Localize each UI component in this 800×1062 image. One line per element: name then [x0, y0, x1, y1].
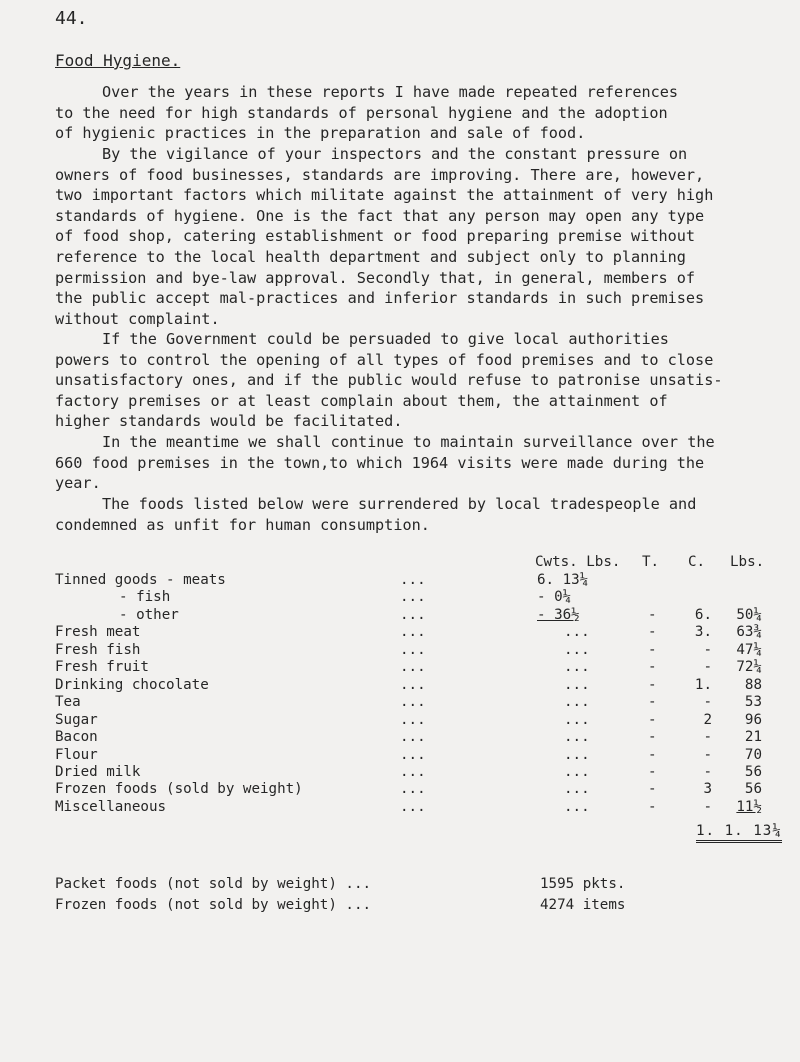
- text-line: of food shop, catering establishment or food preparing premise without: [55, 227, 696, 246]
- text-line: factory premises or at least complain about them, the attainment of: [55, 391, 668, 410]
- row-t: -: [648, 746, 657, 763]
- row-c: -: [703, 641, 712, 658]
- row-label: Fresh meat: [55, 624, 141, 641]
- row-lbs: 53: [744, 694, 762, 711]
- text-line: If the Government could be persuaded to give local authorities: [102, 330, 669, 348]
- row-t: -: [648, 694, 657, 711]
- text-line: to the need for high standards of personal hygiene and the adoption: [55, 103, 668, 122]
- paragraph-2: [55, 144, 775, 329]
- paragraph-5: [55, 494, 775, 535]
- row-c: 2: [703, 711, 712, 728]
- row-cwts-lbs: 6. 13¼: [537, 572, 589, 588]
- row-t: -: [648, 763, 657, 780]
- row-t: -: [648, 624, 657, 641]
- text-line: powers to control the opening of all types of food premises and to close: [55, 350, 714, 369]
- row-leader-dots: ...: [400, 711, 426, 728]
- header-c: C.: [688, 554, 706, 570]
- row-leader-dots: ...: [400, 676, 426, 693]
- extra-value-packet: 1595 pkts.: [540, 876, 626, 892]
- header-lbs: Lbs.: [730, 554, 765, 570]
- text-line: two important factors which militate against the attainment of very high: [55, 186, 714, 205]
- total-value: 1. 1. 13¼: [696, 823, 782, 843]
- row-lbs: 50¼: [736, 606, 762, 623]
- row-t: -: [648, 659, 657, 676]
- row-label: - other: [119, 606, 179, 623]
- row-label: Sugar: [55, 711, 98, 728]
- row-label: Tea: [55, 694, 81, 711]
- row-cwts-lbs: ...: [564, 694, 590, 711]
- text-line: year.: [55, 474, 101, 493]
- text-line: 660 food premises in the town,to which 1964 visits were made during the: [55, 453, 705, 472]
- extra-label-frozen: Frozen foods (not sold by weight) ...: [55, 897, 372, 913]
- header-t: T.: [642, 554, 660, 570]
- row-label: Bacon: [55, 729, 98, 746]
- row-label: - fish: [119, 589, 171, 606]
- row-cwts-lbs: ...: [564, 781, 590, 798]
- extra-value-frozen: 4274 items: [540, 897, 626, 913]
- row-leader-dots: ...: [400, 641, 426, 658]
- text-line: of hygienic practices in the preparation and sale of food.: [55, 124, 586, 143]
- text-line: higher standards would be facilitated.: [55, 412, 403, 431]
- text-line: standards of hygiene. One is the fact that any person may open any type: [55, 206, 705, 225]
- paragraph-3: [55, 329, 775, 432]
- row-cwts-lbs: ...: [564, 676, 590, 693]
- row-c: -: [703, 729, 712, 746]
- row-t: -: [648, 676, 657, 693]
- table-total: [696, 823, 782, 839]
- row-cwts-lbs: ...: [564, 763, 590, 780]
- row-c: 3: [703, 781, 712, 798]
- row-leader-dots: ...: [400, 798, 426, 815]
- row-lbs: 56: [744, 763, 762, 780]
- extra-label-packet: Packet foods (not sold by weight) ...: [55, 876, 372, 892]
- row-c: 6.: [694, 606, 712, 623]
- row-leader-dots: ...: [400, 781, 426, 798]
- row-t: -: [648, 641, 657, 658]
- text-line: unsatisfactory ones, and if the public would refuse to patronise unsatis-: [55, 371, 723, 390]
- text-line: By the vigilance of your inspectors and the constant pressure on: [102, 145, 688, 163]
- row-label: Fresh fruit: [55, 659, 149, 676]
- paragraph-4: [55, 432, 775, 494]
- row-cwts-lbs: ...: [564, 641, 590, 658]
- row-leader-dots: ...: [400, 694, 426, 711]
- row-leader-dots: ...: [400, 763, 426, 780]
- header-cwts-lbs: Cwts. Lbs.: [535, 554, 621, 570]
- row-leader-dots: ...: [400, 746, 426, 763]
- text-line: permission and bye-law approval. Secondly that, in general, members of: [55, 268, 696, 287]
- text-line: owners of food businesses, standards are improving. There are, however,: [55, 165, 705, 184]
- row-t: -: [648, 781, 657, 798]
- text-line: Over the years in these reports I have made repeated references: [102, 83, 679, 101]
- row-lbs: 21: [744, 729, 762, 746]
- row-leader-dots: ...: [400, 659, 426, 676]
- page-number: 44.: [55, 8, 88, 29]
- row-lbs: 88: [744, 676, 762, 693]
- row-leader-dots: ...: [400, 606, 426, 623]
- row-cwts-lbs: ...: [564, 729, 590, 746]
- row-t: -: [648, 798, 657, 815]
- row-leader-dots: ...: [400, 624, 426, 641]
- row-t: -: [648, 711, 657, 728]
- row-label: Frozen foods (sold by weight): [55, 781, 303, 798]
- row-cwts-lbs: ...: [564, 711, 590, 728]
- row-label: Flour: [55, 746, 98, 763]
- row-c: 1.: [694, 676, 712, 693]
- row-c: -: [703, 746, 712, 763]
- text-line: reference to the local health department and subject only to planning: [55, 247, 686, 266]
- text-line: condemned as unfit for human consumption.: [55, 515, 430, 534]
- row-lbs: 47¼: [736, 641, 762, 658]
- row-t: -: [648, 606, 657, 623]
- paragraph-1: [55, 82, 775, 144]
- row-lbs: 96: [744, 711, 762, 728]
- row-t: -: [648, 729, 657, 746]
- text-line: The foods listed below were surrendered by local tradespeople and: [102, 495, 697, 513]
- row-lbs: 11½: [736, 798, 762, 815]
- row-label: Tinned goods - meats: [55, 572, 226, 588]
- row-c: -: [703, 659, 712, 676]
- text-line: without complaint.: [55, 309, 220, 328]
- row-cwts-lbs: - 36½: [537, 606, 580, 623]
- row-lbs: 72¼: [736, 659, 762, 676]
- row-leader-dots: ...: [400, 589, 426, 606]
- text-line: In the meantime we shall continue to maintain surveillance over the: [102, 433, 715, 451]
- text-line: the public accept mal-practices and inferior standards in such premises: [55, 289, 705, 308]
- row-lbs: 56: [744, 781, 762, 798]
- row-cwts-lbs: ...: [564, 659, 590, 676]
- row-label: Fresh fish: [55, 641, 141, 658]
- row-label: Drinking chocolate: [55, 676, 209, 693]
- row-c: -: [703, 798, 712, 815]
- row-label: Miscellaneous: [55, 798, 167, 815]
- row-label: Dried milk: [55, 763, 141, 780]
- row-cwts-lbs: - 0¼: [537, 589, 572, 606]
- row-leader-dots: ...: [400, 572, 426, 588]
- row-c: 3.: [694, 624, 712, 641]
- row-cwts-lbs: ...: [564, 624, 590, 641]
- row-cwts-lbs: ...: [564, 746, 590, 763]
- row-lbs: 63¾: [736, 624, 762, 641]
- row-c: -: [703, 763, 712, 780]
- row-lbs: 70: [744, 746, 762, 763]
- row-cwts-lbs: ...: [564, 798, 590, 815]
- row-c: -: [703, 694, 712, 711]
- page-title: Food Hygiene.: [55, 51, 181, 70]
- row-leader-dots: ...: [400, 729, 426, 746]
